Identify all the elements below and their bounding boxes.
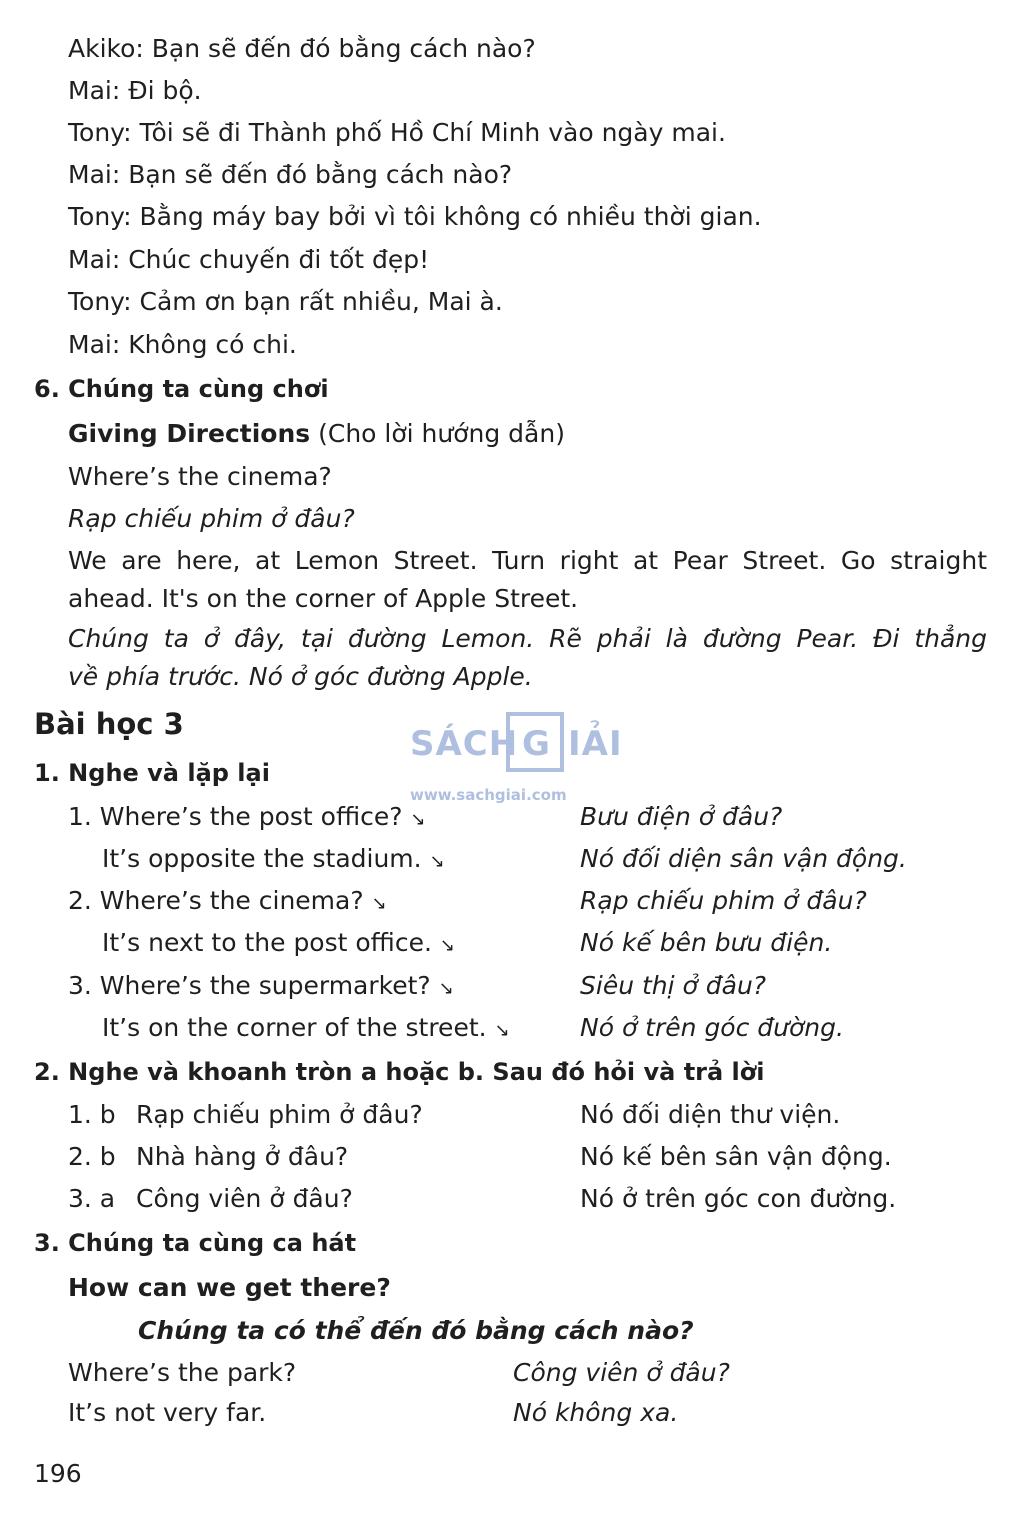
song-title-translation: Chúng ta có thể đến đó bằng cách nào? bbox=[138, 1316, 694, 1345]
phrase-vi: Siêu thị ở đâu? bbox=[580, 971, 767, 1000]
watermark bbox=[410, 712, 623, 804]
answer-line: ahead. It's on the corner of Apple Street. bbox=[68, 584, 579, 613]
phrase-vi: Nó kế bên bưu điện. bbox=[580, 928, 833, 957]
game-title: Giving Directions bbox=[68, 419, 311, 448]
lyric-vi: Nó không xa. bbox=[513, 1398, 679, 1427]
page-number: 196 bbox=[34, 1459, 82, 1488]
intonation-arrow-icon: ↘ bbox=[371, 893, 387, 914]
watermark-text: G bbox=[522, 724, 551, 764]
game-title-line bbox=[68, 417, 565, 451]
answer-question: Rạp chiếu phim ở đâu? bbox=[136, 1100, 423, 1129]
phrase-row bbox=[68, 884, 387, 921]
intonation-arrow-icon: ↘ bbox=[410, 809, 426, 830]
answer-number: 3. a bbox=[68, 1184, 116, 1213]
phrase-vi: Nó đối diện sân vận động. bbox=[580, 844, 907, 873]
section-heading: 6. Chúng ta cùng chơi bbox=[34, 375, 329, 403]
intonation-arrow-icon: ↘ bbox=[438, 978, 454, 999]
phrase-en: It’s opposite the stadium. bbox=[102, 844, 422, 873]
dialogue-line: Mai: Đi bộ. bbox=[68, 76, 202, 105]
watermark-text: IẢI bbox=[568, 724, 623, 764]
section-heading: 1. Nghe và lặp lại bbox=[34, 759, 270, 787]
phrase-en: 2. Where’s the cinema? bbox=[68, 886, 364, 915]
lyric-vi: Công viên ở đâu? bbox=[513, 1358, 730, 1387]
lesson-title: Bài học 3 bbox=[34, 707, 184, 741]
answer-translation-line: về phía trước. Nó ở góc đường Apple. bbox=[68, 662, 533, 691]
intonation-arrow-icon: ↘ bbox=[494, 1020, 510, 1041]
phrase-row bbox=[102, 842, 445, 879]
section-heading: 2. Nghe và khoanh tròn a hoặc b. Sau đó hỏi và trả lời bbox=[34, 1058, 765, 1086]
dialogue-line: Mai: Bạn sẽ đến đó bằng cách nào? bbox=[68, 160, 513, 189]
answer-reply: Nó ở trên góc con đường. bbox=[580, 1184, 897, 1213]
answer-number: 1. b bbox=[68, 1100, 116, 1129]
lyric-en: Where’s the park? bbox=[68, 1358, 297, 1387]
dialogue-line: Mai: Không có chi. bbox=[68, 330, 297, 359]
question: Where’s the cinema? bbox=[68, 462, 332, 491]
dialogue-line: Tony: Tôi sẽ đi Thành phố Hồ Chí Minh vào ngày mai. bbox=[68, 118, 726, 147]
song-title: How can we get there? bbox=[68, 1273, 391, 1302]
answer-question: Công viên ở đâu? bbox=[136, 1184, 353, 1213]
phrase-row bbox=[68, 969, 454, 1006]
phrase-en: 1. Where’s the post office? bbox=[68, 802, 403, 831]
answer-reply: Nó đối diện thư viện. bbox=[580, 1100, 841, 1129]
answer-line: We are here, at Lemon Street. Turn right at Pear Street. Go straight bbox=[68, 546, 987, 575]
intonation-arrow-icon: ↘ bbox=[429, 851, 445, 872]
phrase-en: It’s on the corner of the street. bbox=[102, 1013, 487, 1042]
phrase-vi: Bưu điện ở đâu? bbox=[580, 802, 783, 831]
section-heading: 3. Chúng ta cùng ca hát bbox=[34, 1229, 357, 1257]
phrase-row bbox=[102, 926, 455, 963]
question-translation: Rạp chiếu phim ở đâu? bbox=[68, 504, 355, 533]
dialogue-line: Akiko: Bạn sẽ đến đó bằng cách nào? bbox=[68, 34, 536, 63]
watermark-url: www.sachgiai.com bbox=[410, 786, 567, 804]
phrase-row bbox=[68, 800, 426, 837]
dialogue-line: Mai: Chúc chuyến đi tốt đẹp! bbox=[68, 245, 430, 274]
intonation-arrow-icon: ↘ bbox=[439, 935, 456, 956]
phrase-row bbox=[102, 1011, 510, 1048]
answer-reply: Nó kế bên sân vận động. bbox=[580, 1142, 892, 1171]
answer-translation-line: Chúng ta ở đây, tại đường Lemon. Rẽ phải là đường Pear. Đi thẳng bbox=[68, 624, 987, 653]
watermark-text: SÁCH bbox=[410, 724, 519, 764]
dialogue-line: Tony: Bằng máy bay bởi vì tôi không có nhiều thời gian. bbox=[68, 202, 762, 231]
watermark-logo-box bbox=[506, 712, 564, 772]
answer-question: Nhà hàng ở đâu? bbox=[136, 1142, 349, 1171]
game-title-translation: (Cho lời hướng dẫn) bbox=[318, 419, 565, 448]
answer-number: 2. b bbox=[68, 1142, 116, 1171]
phrase-en: It’s next to the post office. bbox=[102, 928, 432, 957]
phrase-vi: Nó ở trên góc đường. bbox=[580, 1013, 844, 1042]
phrase-vi: Rạp chiếu phim ở đâu? bbox=[580, 886, 867, 915]
lyric-en: It’s not very far. bbox=[68, 1398, 267, 1427]
dialogue-line: Tony: Cảm ơn bạn rất nhiều, Mai à. bbox=[68, 287, 503, 316]
phrase-en: 3. Where’s the supermarket? bbox=[68, 971, 431, 1000]
